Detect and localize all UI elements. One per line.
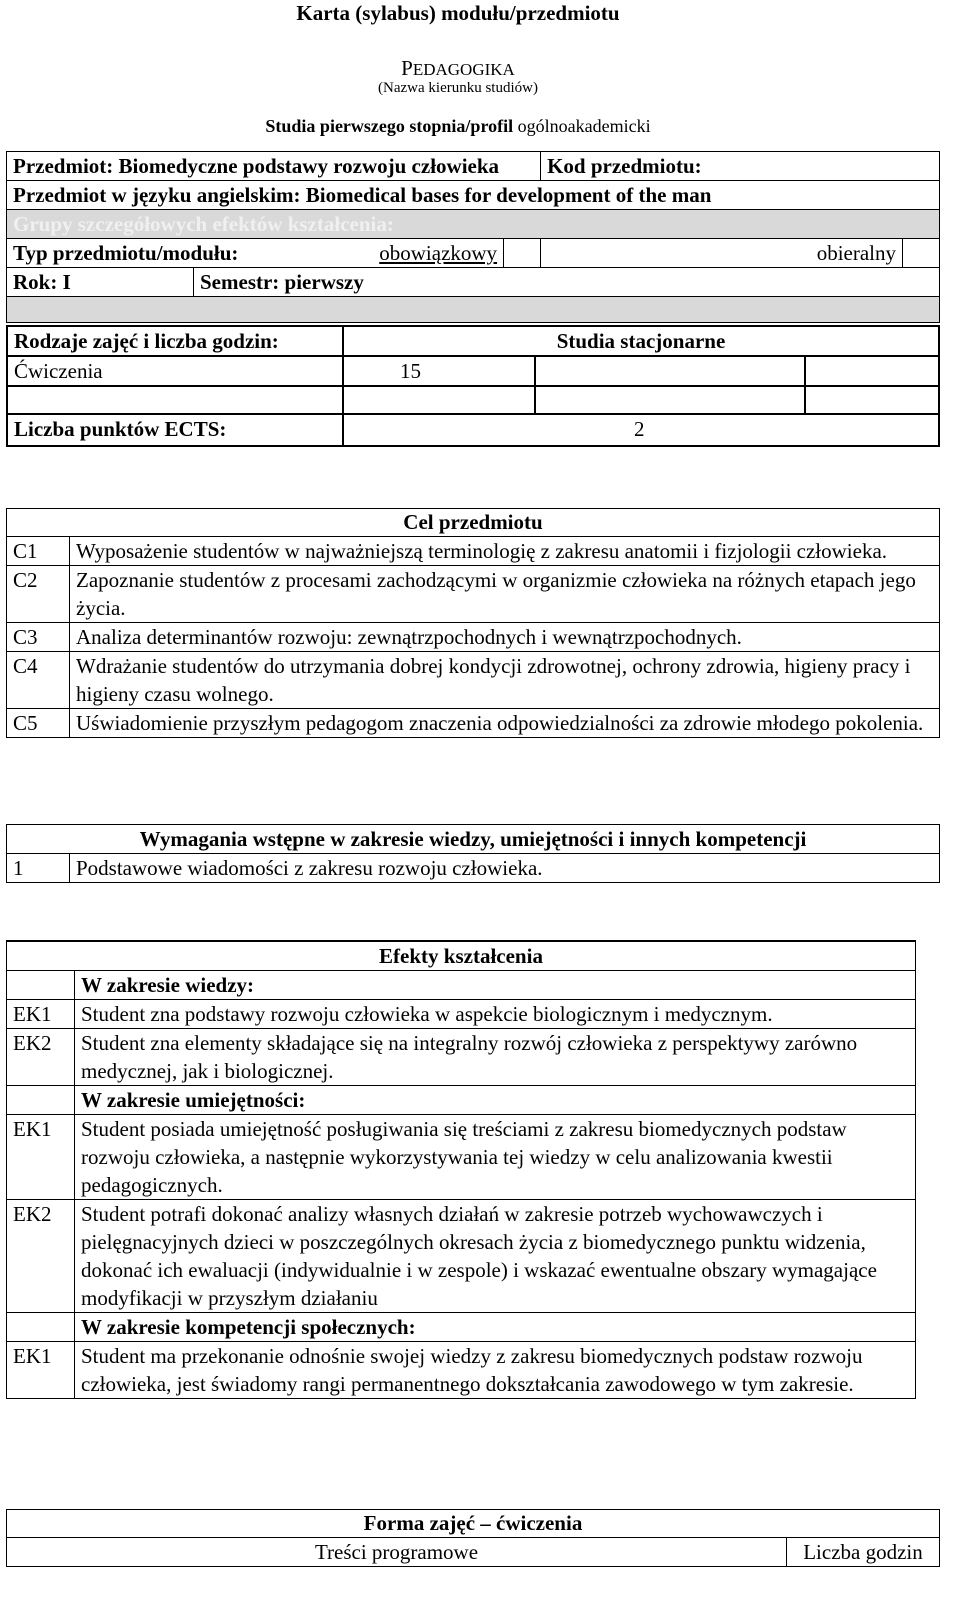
subject-info-table [6, 151, 940, 323]
skills-heading: W zakresie umiejętności: [75, 1086, 916, 1115]
program-content-header: Treści programowe [7, 1538, 787, 1567]
class-types-label: Rodzaje zajęć i liczba godzin: [7, 326, 343, 356]
form-heading: Forma zajęć – ćwiczenia [7, 1510, 940, 1538]
form-table [6, 1509, 940, 1567]
study-level-profile: ogólnoakademicki [513, 116, 651, 136]
outcomes-heading: Efekty kształcenia [7, 941, 916, 971]
outcome-text: Student posiada umiejętność posługiwania się treściami z zakresu biomedycznych podstaw rozwoju człowieka, a następnie wykorzystywania tej wiedzy w celu analizowania kwestii pedagogicznych. [75, 1115, 916, 1200]
outcome-groups-label: Grupy szczegółowych efektów kształcenia: [7, 210, 940, 239]
study-mode-label: Studia stacjonarne [343, 326, 939, 356]
field-name [0, 56, 916, 81]
field-name-rest: EDAGOGIKA [412, 60, 515, 79]
study-level [0, 116, 916, 137]
requirement-code: 1 [7, 854, 70, 883]
goal-text: Zapoznanie studentów z procesami zachodzącymi w organizmie człowieka na różnych etapach jego życia. [70, 566, 940, 623]
knowledge-heading: W zakresie wiedzy: [75, 971, 916, 1000]
outcome-code: EK1 [7, 1115, 75, 1200]
outcome-text: Student zna elementy składające się na integralny rozwój człowieka z perspektywy zarówno medycznej, jak i biologicznej. [75, 1029, 916, 1086]
empty-code-cell [7, 1313, 75, 1342]
outcome-text: Student ma przekonanie odnośnie swojej wiedzy z zakresu biomedycznych podstaw rozwoju człowieka, jest świadomy rangi permanentnego dokształcania zawodowego w tym zakresie. [75, 1342, 916, 1399]
empty-hours-cell [343, 386, 535, 414]
outcome-code: EK2 [7, 1029, 75, 1086]
empty-code-cell [7, 1086, 75, 1115]
goal-text: Analiza determinantów rozwoju: zewnątrzpochodnych i wewnątrzpochodnych. [70, 623, 940, 652]
empty-hours-cell [805, 356, 939, 386]
subject-type-mandatory [341, 239, 504, 268]
subject-type-mandatory-text: obowiązkowy [379, 241, 498, 265]
outcome-text: Student zna podstawy rozwoju człowieka w aspekcie biologicznym i medycznym. [75, 1000, 916, 1029]
goals-table [6, 508, 940, 738]
goal-code: C4 [7, 652, 70, 709]
requirement-text: Podstawowe wiadomości z zakresu rozwoju człowieka. [70, 854, 940, 883]
mandatory-checkbox-cell [504, 239, 541, 268]
semester-label: Semestr: pierwszy [194, 268, 940, 297]
ects-value: 2 [343, 414, 939, 446]
empty-class-cell [7, 386, 343, 414]
field-name-initial: P [401, 56, 413, 80]
class-hours: 15 [343, 356, 535, 386]
subject-type-optional: obieralny [541, 239, 903, 268]
subject-type-label: Typ przedmiotu/modułu: [7, 239, 342, 268]
requirements-table [6, 824, 940, 883]
goal-text: Uświadomienie przyszłym pedagogom znaczenia odpowiedzialności za zdrowie młodego pokolenia. [70, 709, 940, 738]
outcome-code: EK2 [7, 1200, 75, 1313]
study-level-bold: Studia pierwszego stopnia/profil [265, 116, 514, 136]
goal-text: Wdrażanie studentów do utrzymania dobrej kondycji zdrowotnej, ochrony zdrowia, higieny pracy i higieny czasu wolnego. [70, 652, 940, 709]
empty-hours-cell [535, 356, 805, 386]
goal-code: C2 [7, 566, 70, 623]
goal-code: C3 [7, 623, 70, 652]
grey-separator-row [7, 297, 940, 323]
ects-label: Liczba punktów ECTS: [7, 414, 343, 446]
document-title: Karta (sylabus) modułu/przedmiotu [296, 1, 620, 25]
hours-count-header: Liczba godzin [787, 1538, 940, 1567]
goal-code: C1 [7, 537, 70, 566]
outcome-code: EK1 [7, 1342, 75, 1399]
goal-code: C5 [7, 709, 70, 738]
requirements-heading: Wymagania wstępne w zakresie wiedzy, umiejętności i innych kompetencji [7, 825, 940, 854]
field-name-note: (Nazwa kierunku studiów) [378, 80, 538, 96]
optional-checkbox-cell [903, 239, 940, 268]
outcome-text: Student potrafi dokonać analizy własnych działań w zakresie potrzeb wychowawczych i pielęgnacyjnych dzieci w poszczególnych okresach życia z biomedycznego punktu widzenia, dokonać ich ewaluacji (indywidualnie i w zespole) i wskazać ewentualne obszary wymagające modyfikacji w przyszłym działaniu [75, 1200, 916, 1313]
social-heading: W zakresie kompetencji społecznych: [75, 1313, 916, 1342]
subject-english-name: Przedmiot w języku angielskim: Biomedical bases for development of the man [7, 181, 940, 210]
outcomes-table [6, 940, 916, 1399]
goals-heading: Cel przedmiotu [7, 509, 940, 537]
outcome-code: EK1 [7, 1000, 75, 1029]
empty-hours-cell [805, 386, 939, 414]
subject-name: Przedmiot: Biomedyczne podstawy rozwoju człowieka [7, 152, 541, 181]
hours-table [6, 325, 940, 447]
year-label: Rok: I [7, 268, 194, 297]
goal-text: Wyposażenie studentów w najważniejszą terminologię z zakresu anatomii i fizjologii człowieka. [70, 537, 940, 566]
subject-code-label: Kod przedmiotu: [541, 152, 940, 181]
class-name: Ćwiczenia [7, 356, 343, 386]
empty-hours-cell [535, 386, 805, 414]
empty-code-cell [7, 971, 75, 1000]
